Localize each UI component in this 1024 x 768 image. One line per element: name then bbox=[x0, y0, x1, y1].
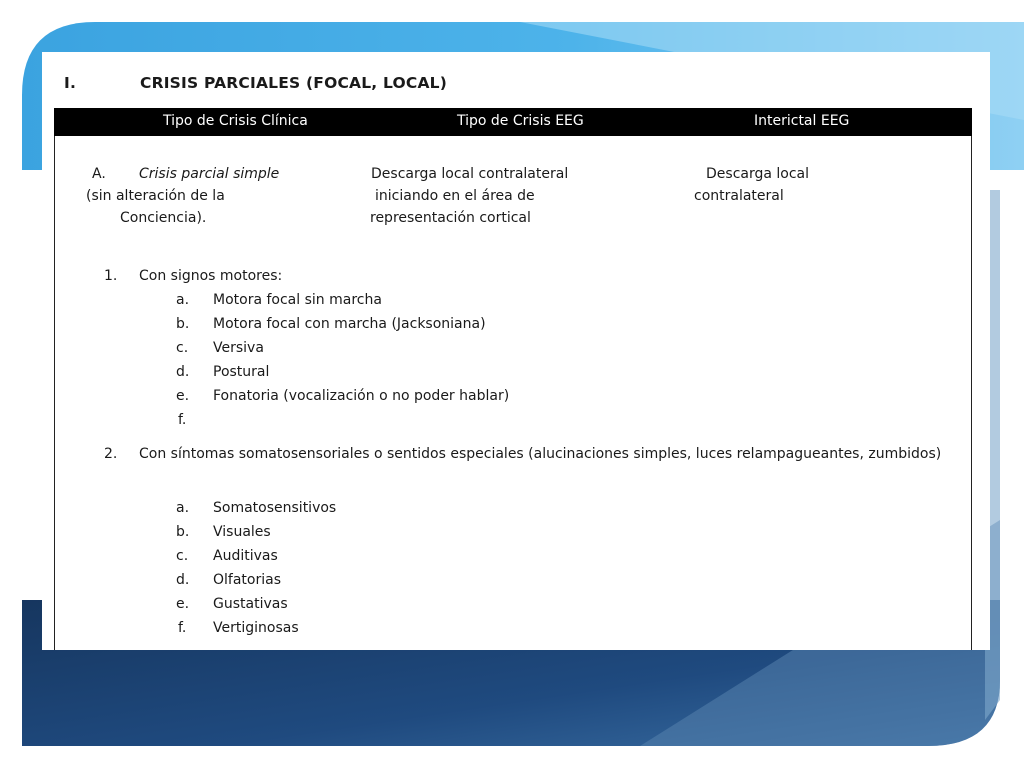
section-title-text: CRISIS PARCIALES (FOCAL, LOCAL) bbox=[140, 74, 448, 92]
list2-item-text: Olfatorias bbox=[213, 572, 281, 588]
list1-item-marker: b. bbox=[176, 316, 190, 332]
list2-item-marker: b. bbox=[176, 524, 190, 540]
header-interictal-eeg: Interictal EEG bbox=[754, 113, 850, 129]
list2-item-text: Gustativas bbox=[213, 596, 288, 612]
row-a-interictal-line2: contralateral bbox=[694, 188, 784, 204]
list2-item-marker: f. bbox=[178, 620, 187, 636]
list2-item-text: Vertiginosas bbox=[213, 620, 299, 636]
list1-item-marker: d. bbox=[176, 364, 190, 380]
list2-marker: 2. bbox=[104, 446, 118, 462]
list2-label: Con síntomas somatosensoriales o sentidos especiales (alucinaciones simples, luces relampagueantes, zumbidos) bbox=[139, 446, 942, 462]
list1-item-marker: a. bbox=[176, 292, 190, 308]
list1-label: Con signos motores: bbox=[139, 268, 283, 284]
row-a-clinical-line2: (sin alteración de la bbox=[86, 188, 225, 204]
list1-item-text: Motora focal con marcha (Jacksoniana) bbox=[213, 316, 486, 332]
table-header-row bbox=[54, 108, 972, 136]
list2-item-text: Auditivas bbox=[213, 548, 278, 564]
section-number: I. bbox=[64, 74, 77, 92]
row-a-eeg-line3: representación cortical bbox=[370, 210, 531, 226]
row-a-marker: A. bbox=[92, 166, 106, 182]
list2-item-marker: a. bbox=[176, 500, 190, 516]
slide-content bbox=[42, 52, 990, 650]
list2-item-marker: e. bbox=[176, 596, 190, 612]
list1-item-marker: c. bbox=[176, 340, 189, 356]
list2-item-text: Visuales bbox=[213, 524, 271, 540]
list1-marker: 1. bbox=[104, 268, 118, 284]
row-a-eeg-line1: Descarga local contralateral bbox=[371, 166, 569, 182]
list1-item-marker: e. bbox=[176, 388, 190, 404]
row-a-interictal-line1: Descarga local bbox=[706, 166, 810, 182]
header-eeg-type: Tipo de Crisis EEG bbox=[457, 113, 584, 129]
list1-item-text: Versiva bbox=[213, 340, 264, 356]
header-clinical-type: Tipo de Crisis Clínica bbox=[163, 113, 308, 129]
list1-item-marker: f. bbox=[178, 412, 187, 428]
row-a-eeg-line2: iniciando en el área de bbox=[375, 188, 535, 204]
section-title bbox=[64, 74, 447, 92]
list1-item-text: Motora focal sin marcha bbox=[213, 292, 382, 308]
row-a-clinical-line3: Conciencia). bbox=[120, 210, 207, 226]
list2-item-text: Somatosensitivos bbox=[213, 500, 337, 516]
list2-item-marker: d. bbox=[176, 572, 190, 588]
row-a-name: Crisis parcial simple bbox=[139, 166, 280, 182]
list1-item-text: Postural bbox=[213, 364, 270, 380]
list2-item-marker: c. bbox=[176, 548, 189, 564]
list1-item-text: Fonatoria (vocalización o no poder hablar) bbox=[213, 388, 510, 404]
